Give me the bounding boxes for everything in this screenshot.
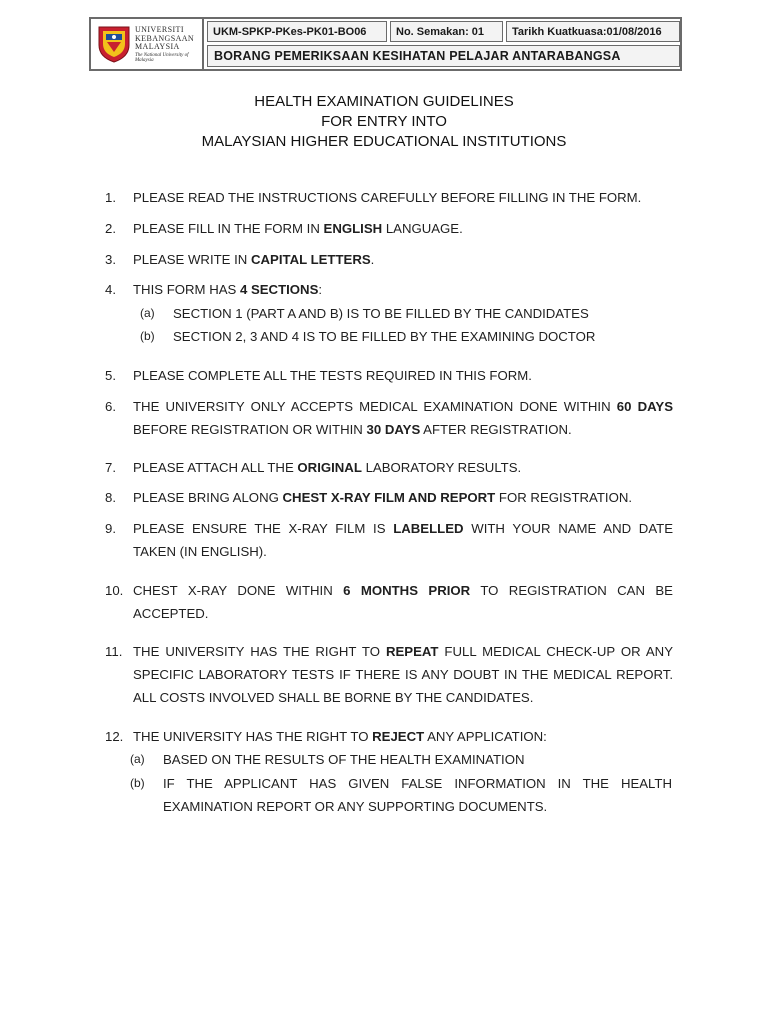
item-number: 2. — [105, 221, 116, 236]
item-text — [133, 486, 673, 509]
item-emphasis: ENGLISH — [323, 221, 383, 236]
item-text — [133, 517, 673, 563]
item-text-part: THIS FORM HAS — [133, 282, 240, 297]
item-text — [133, 579, 673, 625]
item-number: 8. — [105, 490, 116, 505]
effective-date: Tarikh Kuatkuasa:01/08/2016 — [506, 21, 680, 42]
item-emphasis: REPEAT — [385, 644, 439, 659]
ukm-crest-icon — [95, 25, 133, 63]
item-text-part: ANY APPLICATION: — [424, 729, 547, 744]
item-text-part: AFTER REGISTRATION. — [420, 422, 572, 437]
university-logo — [91, 19, 204, 69]
logo-line-3: MALAYSIA — [135, 42, 180, 51]
item-text-part: BEFORE REGISTRATION OR WITHIN — [133, 422, 367, 437]
item-text-part: LABORATORY RESULTS. — [361, 460, 522, 475]
logo-line-2: KEBANGSAAN — [135, 33, 195, 43]
item-text-part: THE UNIVERSITY HAS THE RIGHT TO — [133, 729, 373, 744]
sub-item-text: IF THE APPLICANT HAS GIVEN FALSE INFORMATION IN THE HEALTH EXAMINATION REPORT OR ANY SUPPORTING DOCUMENTS. — [163, 776, 672, 814]
item-text-part: PLEASE FILL IN THE FORM IN — [133, 221, 324, 236]
item-emphasis: LABELLED — [393, 521, 464, 536]
item-emphasis: 4 SECTIONS — [239, 282, 319, 297]
logo-tagline: The National University of Malaysia — [135, 52, 189, 63]
item-text — [133, 217, 673, 240]
item-emphasis: 60 DAYS — [616, 399, 673, 414]
sub-item-label: (b) — [140, 329, 155, 343]
item-text-part: CHEST X-RAY DONE WITHIN — [133, 583, 344, 598]
item-text-part: FOR REGISTRATION. — [495, 490, 633, 505]
item-number: 10. — [105, 583, 124, 598]
form-header — [89, 17, 682, 71]
item-emphasis: ORIGINAL — [297, 460, 362, 475]
item-text-part: PLEASE WRITE IN — [133, 252, 251, 267]
item-number: 7. — [105, 460, 116, 475]
sub-item-text: SECTION 1 (PART A AND B) IS TO BE FILLED BY THE CANDIDATES — [173, 306, 589, 321]
item-text — [133, 456, 673, 479]
item-number: 6. — [105, 399, 116, 414]
item-text: PLEASE COMPLETE ALL THE TESTS REQUIRED IN THIS FORM. — [133, 368, 532, 383]
item-text — [133, 640, 673, 709]
item-text-part: LANGUAGE. — [382, 221, 463, 236]
item-number: 4. — [105, 282, 116, 297]
item-number: 1. — [105, 190, 116, 205]
item-emphasis: 6 MONTHS PRIOR — [343, 583, 471, 598]
item-number: 9. — [105, 521, 116, 536]
item-text — [133, 248, 673, 271]
item-text — [133, 725, 673, 748]
item-number: 12. — [105, 729, 124, 744]
sub-item-label: (b) — [130, 776, 145, 790]
document-title — [0, 92, 768, 152]
item-text-part: PLEASE ENSURE THE X-RAY FILM IS — [133, 521, 394, 536]
logo-line-1: UNIVERSITI — [135, 25, 184, 34]
form-code: UKM-SPKP-PKes-PK01-BO06 — [207, 21, 387, 42]
item-text-part: THE UNIVERSITY HAS THE RIGHT TO — [133, 644, 386, 659]
sub-item-text: BASED ON THE RESULTS OF THE HEALTH EXAMINATION — [163, 752, 525, 767]
title-line-2: FOR ENTRY INTO — [321, 113, 447, 130]
item-number: 5. — [105, 368, 116, 383]
item-text — [133, 278, 673, 301]
item-text: PLEASE READ THE INSTRUCTIONS CAREFULLY BEFORE FILLING IN THE FORM. — [133, 190, 642, 205]
item-number: 3. — [105, 252, 116, 267]
title-line-1: HEALTH EXAMINATION GUIDELINES — [254, 93, 514, 110]
sub-item-text: SECTION 2, 3 AND 4 IS TO BE FILLED BY THE EXAMINING DOCTOR — [173, 329, 596, 344]
sub-item-label: (a) — [130, 752, 145, 766]
title-line-3: MALAYSIAN HIGHER EDUCATIONAL INSTITUTIONS — [201, 133, 567, 150]
item-text-part: TO REGISTRATION CAN BE ACCEPTED. — [133, 583, 673, 621]
item-text — [133, 395, 673, 441]
item-emphasis: 30 DAYS — [366, 422, 421, 437]
item-text-part: THE UNIVERSITY ONLY ACCEPTS MEDICAL EXAMINATION DONE WITHIN — [133, 399, 617, 414]
item-text-part: . — [370, 252, 375, 267]
item-text-part: PLEASE ATTACH ALL THE — [133, 460, 298, 475]
item-emphasis: CHEST X-RAY FILM AND REPORT — [282, 490, 496, 505]
item-number: 11. — [105, 644, 123, 659]
item-text-part: FULL MEDICAL CHECK-UP OR ANY SPECIFIC LABORATORY TESTS IF THERE IS ANY DOUBT IN THE MEDICAL REPORT. ALL COSTS INVOLVED SHALL BE BORNE BY THE CANDIDATES. — [133, 644, 673, 705]
item-text-part: PLEASE BRING ALONG — [133, 490, 283, 505]
item-text-part: WITH YOUR NAME AND DATE TAKEN (IN ENGLISH). — [133, 521, 674, 559]
item-text-part: : — [318, 282, 323, 297]
revision-number: No. Semakan: 01 — [390, 21, 503, 42]
item-emphasis: CAPITAL LETTERS — [250, 252, 371, 267]
sub-item-label: (a) — [140, 306, 155, 320]
item-emphasis: REJECT — [372, 729, 425, 744]
logo-wordmark — [135, 26, 201, 64]
form-title: BORANG PEMERIKSAAN KESIHATAN PELAJAR ANTARABANGSA — [207, 45, 680, 67]
